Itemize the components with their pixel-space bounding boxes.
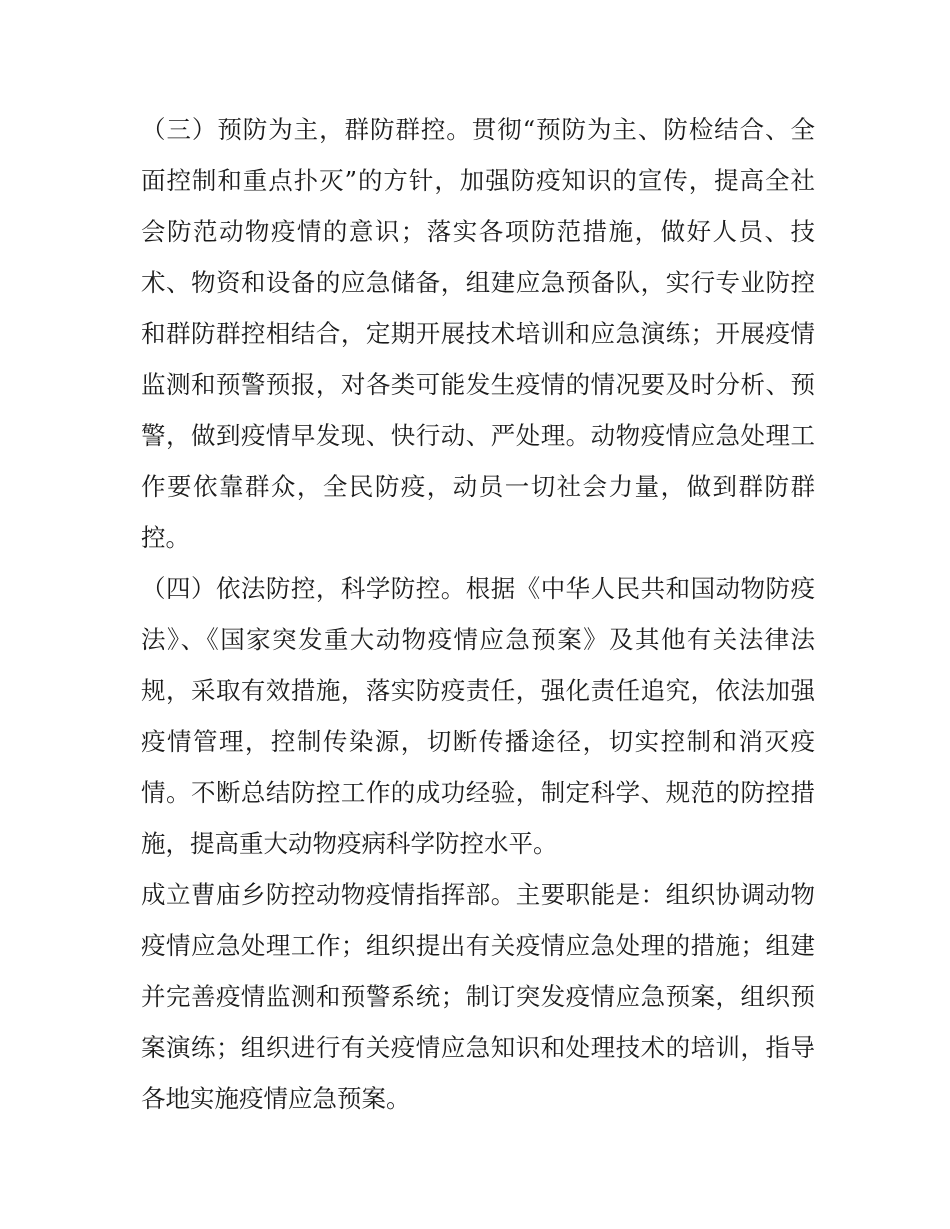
- text-line: 疫情管理，控制传染源，切断传播途径，切实控制和消灭疫: [141, 727, 815, 756]
- text-line: 面控制和重点扑灭”的方针，加强防疫知识的宣传，提高全社: [141, 166, 815, 195]
- text-line: 会防范动物疫情的意识；落实各项防范措施，做好人员、技: [141, 217, 815, 246]
- text-line: 成立曹庙乡防控动物疫情指挥部。主要职能是：组织协调动物: [141, 880, 815, 909]
- text-line: 规，采取有效措施，落实防疫责任，强化责任追究，依法加强: [141, 676, 815, 705]
- text-line: 作要依靠群众，全民防疫，动员一切社会力量，做到群防群: [141, 472, 815, 501]
- text-line: 监测和预警预报，对各类可能发生疫情的情况要及时分析、预: [141, 370, 815, 399]
- text-line: 并完善疫情监测和预警系统；制订突发疫情应急预案，组织预: [141, 982, 815, 1011]
- text-line: （四）依法防控，科学防控。根据《中华人民共和国动物防疫: [141, 574, 815, 603]
- text-line: 疫情应急处理工作；组织提出有关疫情应急处理的措施；组建: [141, 931, 815, 960]
- document-body: [141, 104, 815, 1124]
- text-line: 法》、《国家突发重大动物疫情应急预案》及其他有关法律法: [141, 625, 815, 654]
- text-line: 施，提高重大动物疫病科学防控水平。: [141, 829, 558, 858]
- text-line: （三）预防为主，群防群控。贯彻“预防为主、防检结合、全: [141, 115, 815, 144]
- text-line: 情。不断总结防控工作的成功经验，制定科学、规范的防控措: [141, 778, 815, 807]
- text-line: 各地实施疫情应急预案。: [141, 1084, 411, 1113]
- paragraph-prevention-first: [141, 104, 815, 563]
- text-line: 控。: [141, 523, 190, 552]
- text-line: 案演练；组织进行有关疫情应急知识和处理技术的培训，指导: [141, 1033, 815, 1062]
- paragraph-command-center: [141, 869, 815, 1124]
- paragraph-lawful-control: [141, 563, 815, 869]
- text-line: 警，做到疫情早发现、快行动、严处理。动物疫情应急处理工: [141, 421, 815, 450]
- text-line: 和群防群控相结合，定期开展技术培训和应急演练；开展疫情: [141, 319, 815, 348]
- text-line: 术、物资和设备的应急储备，组建应急预备队，实行专业防控: [141, 268, 815, 297]
